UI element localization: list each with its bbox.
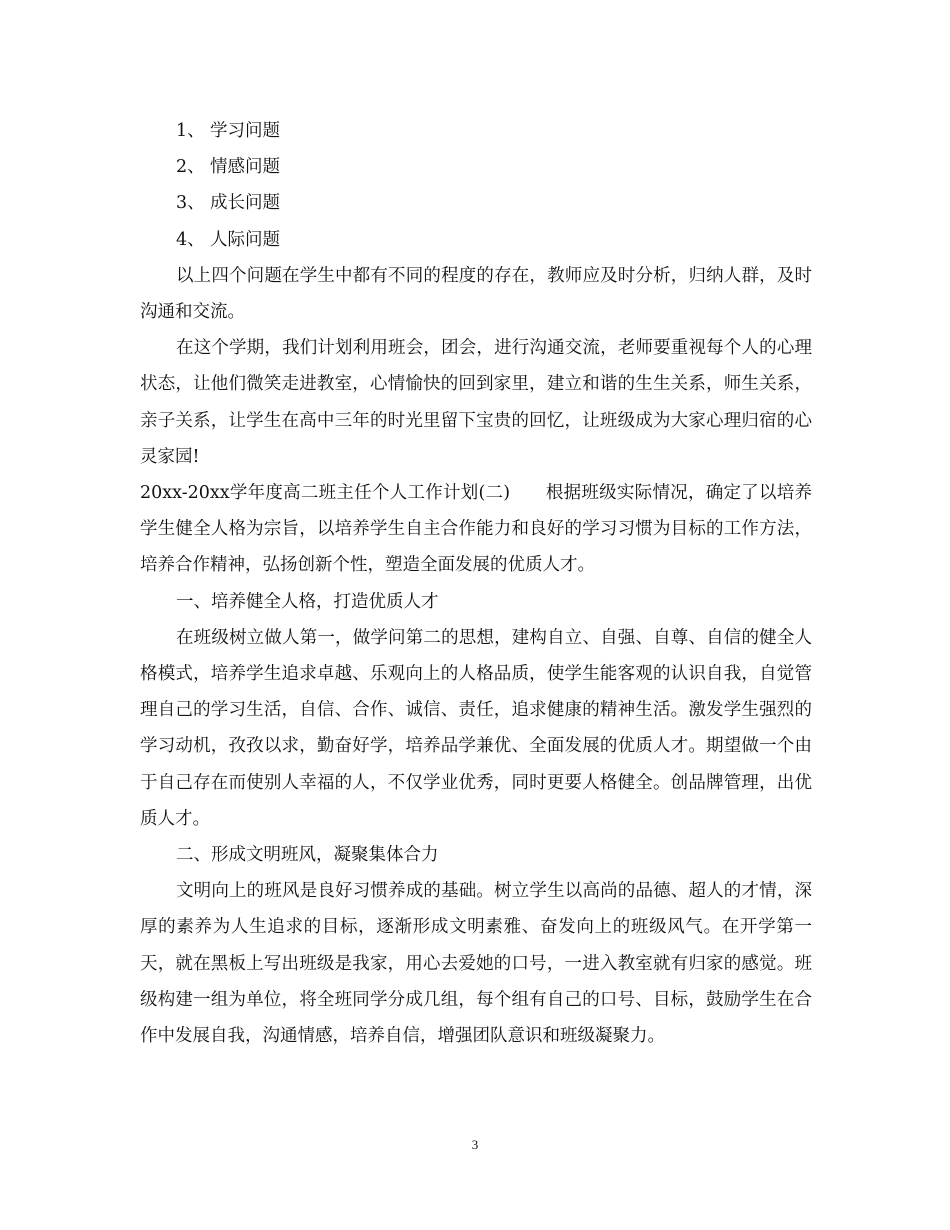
list-number: 2、 xyxy=(176,157,205,178)
paragraph-class-style: 文明向上的班风是良好习惯养成的基础。树立学生以高尚的品德、超人的才情，深厚的素养为人生追求的目标，逐渐形成文明素雅、奋发向上的班级风气。在开学第一天，就在黑板上写出班级是我家，用心去爱她的口号，一进入教室就有归家的感觉。班级构建一组为单位，将全班同学分成几组，每个组有自己的口号、目标，鼓励学生在合作中发展自我，沟通情感，培养自信，增强团队意识和班级凝聚力。 xyxy=(140,881,812,1047)
list-item xyxy=(140,113,812,149)
list-item xyxy=(140,149,812,185)
list-number: 1、 xyxy=(176,121,205,141)
list-number: 3、 xyxy=(176,193,205,214)
paragraph-plan-title: 20xx-20xx学年度高二班主任个人工作计划(二) 根据班级实际情况，确定了以培养学生健全人格为宗旨，以培养学生自主合作能力和良好的学习习惯为目标的工作方法，培养合作精神，弘扬创新个性，塑造全面发展的优质人才。 xyxy=(140,483,812,576)
list-text: 成长问题 xyxy=(210,193,280,214)
paragraph-semester-plan: 在这个学期，我们计划利用班会，团会，进行沟通交流，老师要重视每个人的心理状态，让他们微笑走进教室，心情愉快的回到家里，建立和谐的生生关系，师生关系，亲子关系，让学生在高中三年的时光里留下宝贵的回忆，让班级成为大家心理归宿的心灵家园! xyxy=(140,338,812,467)
page-number: 3 xyxy=(471,1137,479,1152)
list-number: 4、 xyxy=(176,229,205,250)
list-text: 学习问题 xyxy=(210,121,280,141)
list-text: 情感问题 xyxy=(210,157,280,178)
paragraph-personality: 在班级树立做人第一，做学问第二的思想，建构自立、自强、自尊、自信的健全人格模式，培养学生追求卓越、乐观向上的人格品质，使学生能客观的认识自我，自觉管理自己的学习生活，自信、合作、诚信、责任，追求健康的精神生活。激发学生强烈的学习动机，孜孜以求，勤奋好学，培养品学兼优、全面发展的优质人才。期望做一个由于自己存在而使别人幸福的人，不仅学业优秀，同时更要人格健全。创品牌管理，出优质人才。 xyxy=(140,627,812,829)
paragraph-summary: 以上四个问题在学生中都有不同的程度的存在，教师应及时分析，归纳人群，及时沟通和交流。 xyxy=(140,265,812,323)
list-text: 人际问题 xyxy=(210,229,280,250)
document-body xyxy=(140,113,812,1054)
section-heading-1: 一、培养健全人格，打造优质人才 xyxy=(176,591,439,612)
section-heading-2: 二、形成文明班风，凝聚集体合力 xyxy=(176,845,439,866)
list-item xyxy=(140,185,812,221)
list-item xyxy=(140,222,812,258)
